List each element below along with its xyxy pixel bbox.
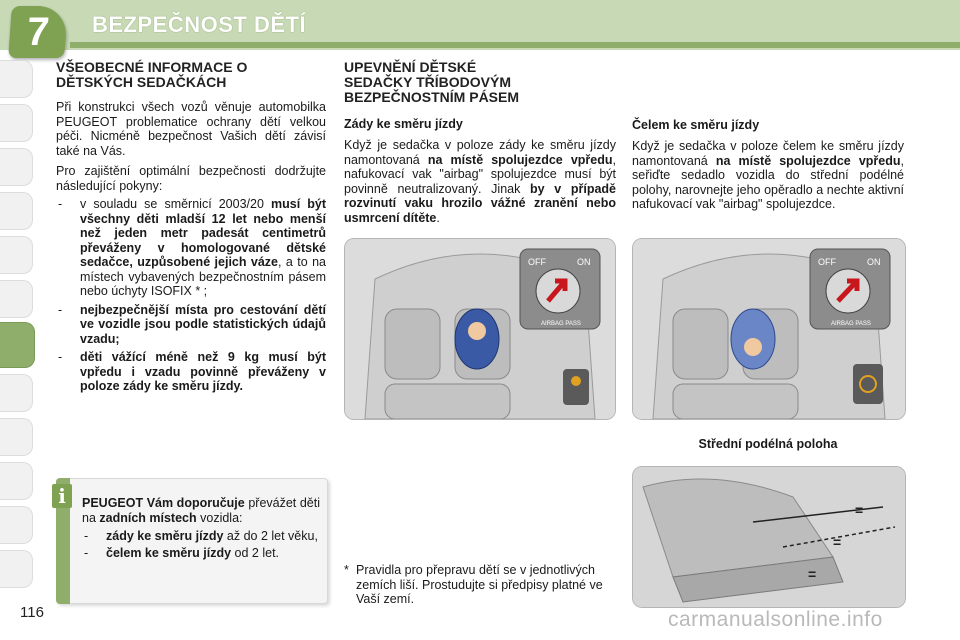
general-info-advice-intro: Pro zajištění optimální bezpečnosti dodržujte následující pokyny: [56, 164, 326, 193]
list-item: - v souladu se směrnicí 2003/20 musí být všechny děti mladší 12 let nebo menší než jeden metr padesát centimetrů převáženy v homologované dětské sedačce, uzpůsobené jejich váze, a to na místech vybavených bezpečnostním pásem nebo úchyty ISOFIX * ; [58, 197, 326, 298]
list-item: - děti vážící méně než 9 kg musí být vpředu i vzadu povinně převáženy v poloze zády ke směru jízdy. [58, 350, 326, 393]
three-point-belt-column [344, 60, 616, 225]
seat-rail-diagram [633, 467, 905, 607]
side-tab-2[interactable] [0, 104, 33, 142]
info-icon: i [52, 484, 72, 508]
isofix-footnote [344, 563, 616, 607]
switch-on-label-2: ON [867, 257, 881, 267]
peugeot-recommendation-text [82, 496, 320, 560]
list-item: - zády ke směru jízdy až do 2 let věku, [84, 529, 318, 543]
footnote-star: * [344, 563, 349, 577]
side-tab-5[interactable] [0, 236, 33, 274]
watermark: carmanualsonline.info [668, 608, 883, 631]
airbag-off-warning-icon [571, 376, 581, 386]
general-info-intro: Při konstrukci všech vozů věnuje automobilka PEUGEOT problematice ochrany dětí velkou péči. Nicméně bezpečnost Vašich dětí závisí také na Vás. [56, 100, 326, 158]
footnote-text: Pravidla pro přepravu dětí se v jednotlivých zemích liší. Prostudujte si předpisy platné ve Vaší zemí. [356, 563, 603, 606]
side-tab-10[interactable] [0, 462, 33, 500]
airbag-pass-label: AIRBAG PASS [541, 321, 581, 327]
rear-facing-subheading: Zády ke směru jízdy [344, 117, 463, 131]
belt-heading-3: BEZPEČNOSTNÍM PÁSEM [344, 89, 520, 105]
general-info-heading-2: DĚTSKÝCH SEDAČKÁCH [56, 74, 227, 90]
car-interior-diagram [345, 239, 615, 419]
general-info-heading-1: VŠEOBECNÉ INFORMACE O [56, 59, 248, 75]
switch-off-label-2: OFF [818, 257, 836, 267]
side-tab-1[interactable] [0, 60, 33, 98]
switch-on-label: ON [577, 257, 591, 267]
general-info-column [56, 60, 326, 394]
side-tab-3[interactable] [0, 148, 33, 186]
seat-position-illustration [632, 466, 906, 608]
forward-facing-column [632, 118, 904, 212]
side-tab-8[interactable] [0, 374, 33, 412]
seat-position-caption: Střední podélná poloha [698, 437, 838, 451]
car-interior-diagram-2 [633, 239, 905, 419]
recommendation-list [82, 529, 320, 560]
chapter-title: BEZPEČNOST DĚTÍ [92, 12, 307, 37]
position-mark-1-icon: = [855, 502, 864, 518]
general-info-list [56, 197, 326, 394]
belt-heading-2: SEDAČKY TŘÍBODOVÝM [344, 74, 511, 90]
forward-facing-text: Když je sedačka v poloze čelem ke směru jízdy namontovaná na místě spolujezdce vpředu, seřiďte sedadlo vozidla do střední podélné polohy, narovnejte jeho opěradlo a nechte aktivní nafukovací vak "airbag" spolujezdce. [632, 139, 904, 211]
chapter-number-badge: 7 [8, 6, 68, 58]
forward-facing-subheading: Čelem ke směru jízdy [632, 118, 760, 132]
page-number: 116 [20, 604, 44, 621]
chapter-side-tabs [0, 60, 36, 620]
forward-facing-seat-illustration [632, 238, 906, 420]
list-item: - nejbezpečnější místa pro cestování dětí ve vozidle jsou podle statistických údajů vzadu; [58, 302, 326, 346]
position-mark-2-icon: = [833, 534, 842, 550]
rear-facing-seat-illustration [344, 238, 616, 420]
belt-heading-1: UPEVNĚNÍ DĚTSKÉ [344, 59, 477, 75]
switch-off-label: OFF [528, 257, 546, 267]
list-item: - čelem ke směru jízdy od 2 let. [84, 545, 280, 560]
position-mark-3-icon: = [808, 566, 817, 582]
side-tab-9[interactable] [0, 418, 33, 456]
header-underline [70, 42, 960, 48]
side-tab-11[interactable] [0, 506, 33, 544]
airbag-pass-label-2: AIRBAG PASS [831, 321, 871, 327]
side-tab-7-active[interactable] [0, 322, 35, 368]
side-tab-6[interactable] [0, 280, 33, 318]
recommendation-lead: PEUGEOT Vám doporučuje převážet děti na zadních místech vozidla: [82, 496, 321, 525]
side-tab-4[interactable] [0, 192, 33, 230]
side-tab-12[interactable] [0, 550, 33, 588]
rear-facing-text: Když je sedačka v poloze zády ke směru jízdy namontovaná na místě spolujezdce vpředu, nafukovací vak "airbag" spolujezdce musí být povinně neutralizovaný. Jinak by v případě rozvinutí vaku hrozilo vážné zranění nebo usmrcení dítěte. [344, 138, 616, 225]
